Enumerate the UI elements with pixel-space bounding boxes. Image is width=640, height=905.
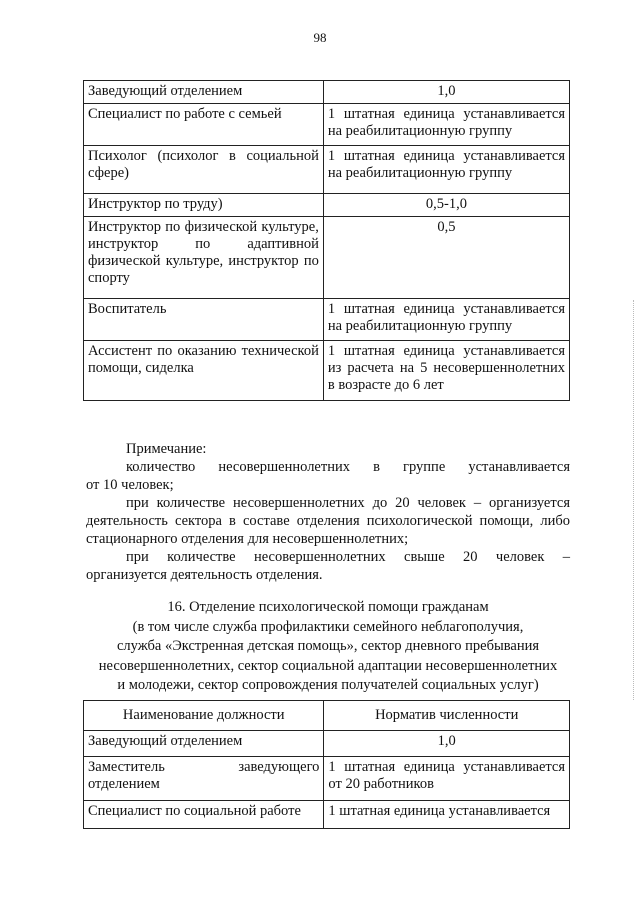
scan-edge-line [632,300,634,700]
table-row [84,104,570,146]
table-row [84,81,570,104]
section-subtitle-line: и молодежи, сектор сопровождения получателей социальных услуг) [117,677,539,693]
table-row [84,801,570,829]
norm-cell: 1 штатная единица устанавливается на реабилитационную группу [323,104,569,146]
page-number: 98 [313,30,327,45]
note-text: количество несовершеннолетних в группе устанавливается [126,459,570,475]
norm-cell: 0,5 [323,217,569,299]
table-row [84,731,570,757]
position-cell: Специалист по социальной работе [84,801,324,829]
position-cell: Заведующий отделением [84,81,324,104]
header-position: Наименование должности [84,701,324,731]
note-text: при количестве несовершеннолетних до 20 человек – организуется деятельность сектора в составе отделения психологической помощи, либо стационарного отделения для несовершеннолетних; [86,495,570,547]
staffing-table-2 [83,700,570,829]
table-row [84,217,570,299]
section-subtitle-line: несовершеннолетних, сектор социальной адаптации несовершеннолетних [98,657,558,674]
position-cell: Специалист по работе с семьей [84,104,324,146]
table-row [84,341,570,401]
section-heading: 16. Отделение психологической помощи гражданам [167,599,489,615]
table-row [84,299,570,341]
position-cell: Инструктор по физической культуре, инструктор по адаптивной физической культуре, инструктор по спорту [84,217,324,299]
position-cell: Инструктор по труду) [84,194,324,217]
table-header-row [84,701,570,731]
norm-cell: 1 штатная единица устанавливается на реабилитационную группу [323,299,569,341]
table-row [84,146,570,194]
norm-cell: 1,0 [324,731,570,757]
note-block [86,440,570,584]
note-text: от 10 человек; [86,477,174,493]
note-heading: Примечание: [126,441,207,457]
position-cell: Заведующий отделением [84,731,324,757]
position-cell: Ассистент по оказанию технической помощи, сиделка [84,341,324,401]
table-row [84,194,570,217]
position-cell: Психолог (психолог в социальной сфере) [84,146,324,194]
position-cell: Заместитель заведующего отделением [84,757,324,801]
header-norm: Норматив численности [324,701,570,731]
norm-cell: 1 штатная единица устанавливается от 20 работников [324,757,570,801]
note-text: при количестве несовершеннолетних свыше 20 человек – [126,549,570,565]
section-subtitle-line: (в том числе служба профилактики семейного неблагополучия, [132,618,524,635]
staffing-table-1 [83,80,570,401]
position-cell: Воспитатель [84,299,324,341]
norm-cell: 0,5-1,0 [323,194,569,217]
norm-cell: 1 штатная единица устанавливается на реабилитационную группу [323,146,569,194]
norm-cell: 1 штатная единица устанавливается [324,801,570,829]
section-subtitle-line: служба «Экстренная детская помощь», сектор дневного пребывания [116,638,540,654]
note-text: организуется деятельность отделения. [86,567,323,583]
section-title [86,598,570,696]
table-row [84,757,570,801]
norm-cell: 1,0 [323,81,569,104]
norm-cell: 1 штатная единица устанавливается из расчета на 5 несовершеннолетних в возрасте до 6 лет [323,341,569,401]
